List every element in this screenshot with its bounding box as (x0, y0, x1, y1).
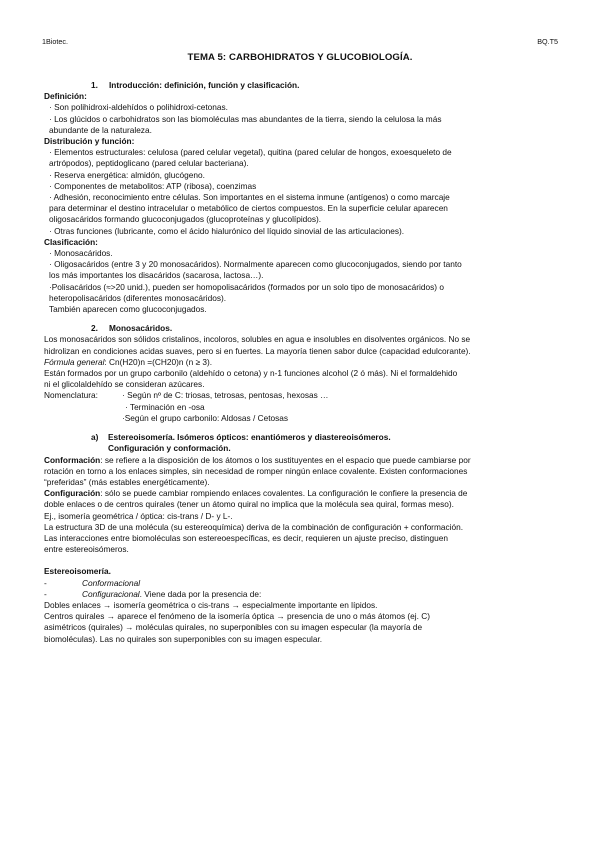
nomenclatura-block (44, 390, 566, 424)
clasificacion-item: heteropolisacáridos (diferentes monosacáridos). (49, 292, 227, 303)
configuracion-line: Las interacciones entre biomoléculas son estereoespecíficas, es decir, requieren un ajuste preciso, distinguen (44, 532, 449, 543)
distribucion-item: para determinar el destino intracelular o metabólico de ciertos compuestos. En la superficie celular aparecen (49, 203, 448, 214)
estereo-item: - Conformacional (44, 577, 141, 588)
distribucion-item: · Adhesión, reconocimiento entre células. Son importantes en el sistema inmune (antígenos) o como marcaje (49, 192, 450, 203)
configuracion-line: Ej., isomería geométrica / óptica: cis-trans / D- y L-. (44, 510, 233, 521)
estereo-item: - Configuracional. Viene dada por la presencia de: (44, 588, 262, 599)
section2-heading: 2. Monosacáridos. (91, 323, 173, 334)
document-body (44, 80, 566, 645)
definicion-item: abundante de la naturaleza. (49, 124, 152, 135)
section2-paragraph: ni el glicolaldehído se consideran azúcares. (44, 379, 205, 390)
configuracion-line: Configuración: sólo se puede cambiar rompiendo enlaces covalentes. La configuración le confiere la presencia de (44, 488, 468, 499)
distribucion-item: · Reserva energética: almidón, glucógeno. (49, 169, 205, 180)
estereo-line: Dobles enlaces → isomería geométrica o cis-trans → especialmente importante en lípidos. (44, 599, 378, 610)
nomenclatura-item: · Terminación en -osa (125, 401, 205, 412)
formula-label: Fórmula general (44, 356, 105, 367)
subsection-a-heading: a) Estereoisomería. Isómeros ópticos: enantiómeros y diastereoisómeros. (91, 432, 391, 443)
distribucion-item: · Otras funciones (lubricante, como el ácido hialurónico del líquido sinovial de las articulaciones). (49, 225, 405, 236)
definicion-item: · Son polihidroxi-aldehídos o polihidroxi-cetonas. (49, 102, 228, 113)
conformacion-line: rotación en torno a los enlaces simples, sin necesidad de romper ningún enlace covalente. Existen conformaciones (44, 465, 468, 476)
distribucion-item: · Componentes de metabolitos: ATP (ribosa), coenzimas (49, 180, 257, 191)
conformacion-line: “preferidas” (más estables energéticamente). (44, 476, 210, 487)
distribucion-item: oligosacáridos formando glucoconjugados (glucoproteínas y glucolípidos). (49, 214, 322, 225)
definicion-label: Definición: (44, 91, 87, 102)
configuracion-line: entre estereoisómeros. (44, 544, 129, 555)
configuracion-label: Configuración (44, 488, 101, 499)
clasificacion-item: También aparecen como glucoconjugados. (49, 304, 207, 315)
clasificacion-item: · Monosacáridos. (49, 248, 113, 259)
section1-heading: 1. Introducción: definición, función y clasificación. (91, 80, 300, 90)
estereo-line: asimétricos (quirales) → moléculas quirales, no superponibles con su imagen especular (la mayoría de (44, 622, 423, 633)
clasificacion-label: Clasificación: (44, 236, 98, 247)
conformacion-label: Conformación (44, 454, 101, 465)
configuracion-line: doble enlaces o de centros quirales (tener un átomo quiral no implica que la molécula sea quiral, formas meso). (44, 499, 454, 510)
section2-paragraph: hidrolizan en condiciones acidas suaves, pero si en fuertes. La mayoría tienen sabor dulce (capacidad edulcorante). (44, 345, 471, 356)
conformacion-line: Conformación: se refiere a la disposición de los átomos o los sustituyentes en el espacio que puede cambiarse por (44, 454, 471, 465)
clasificacion-item: · Oligosacáridos (entre 3 y 20 monosacáridos). Normalmente aparecen como glucoconjugados, siendo por tanto (49, 259, 462, 270)
clasificacion-item: los más importantes los disacáridos (sacarosa, lactosa…). (49, 270, 264, 281)
distribucion-label: Distribución y función: (44, 136, 135, 147)
clasificacion-item: ·Polisacáridos (≈>20 unid.), pueden ser homopolisacáridos (formados por un solo tipo de monosacáridos) o (49, 281, 444, 292)
definicion-item: · Los glúcidos o carbohidratos son las biomoléculas mas abundantes de la tierra, siendo la celulosa la más (49, 113, 442, 124)
estereo-line: biomoléculas). Las no quirales son superponibles con su imagen especular. (44, 633, 323, 644)
page-title: TEMA 5: CARBOHIDRATOS Y GLUCOBIOLOGÍA. (187, 52, 413, 63)
nomenclatura-label: Nomenclatura: (44, 390, 98, 401)
estereo-item-label: Conformacional (82, 577, 141, 588)
header-code: BQ.T5 (537, 37, 558, 46)
distribucion-item: · Elementos estructurales: celulosa (pared celular vegetal), quitina (pared celular de hongos, exoesqueleto de (49, 147, 452, 158)
estereo-heading: Estereoisomería. (44, 566, 111, 577)
estereo-line: Centros quirales → aparece el fenómeno de la isomería óptica → presencia de uno o más átomos (ej. C) (44, 611, 430, 622)
estereo-item-label: Configuracional (82, 588, 140, 599)
section2-paragraph: Están formados por un grupo carbonilo (aldehído o cetona) y n-1 funciones alcohol (2 ó más). Ni el formaldehido (44, 368, 458, 379)
section2-paragraph: Los monosacáridos son sólidos cristalinos, incoloros, solubles en agua e insolubles en disolventes orgánicos. No se (44, 334, 471, 345)
formula-line (44, 357, 566, 368)
formula-text: : Cn(H20)n =(CH20)n (n ≥ 3). (104, 356, 213, 367)
subsection-a-subheading: Configuración y conformación. (108, 443, 231, 454)
header-course: 1Biotec. (42, 37, 68, 46)
configuracion-line: La estructura 3D de una molécula (su estereoquímica) deriva de la combinación de configuración + conformación. (44, 521, 463, 532)
distribucion-item: artrópodos), peptidoglicano (pared celular bacteriana). (49, 158, 249, 169)
nomenclatura-item: ·Según el grupo carbonilo: Aldosas / Cetosas (122, 412, 289, 423)
nomenclatura-item: · Según nº de C: triosas, tetrosas, pentosas, hexosas … (122, 390, 329, 401)
